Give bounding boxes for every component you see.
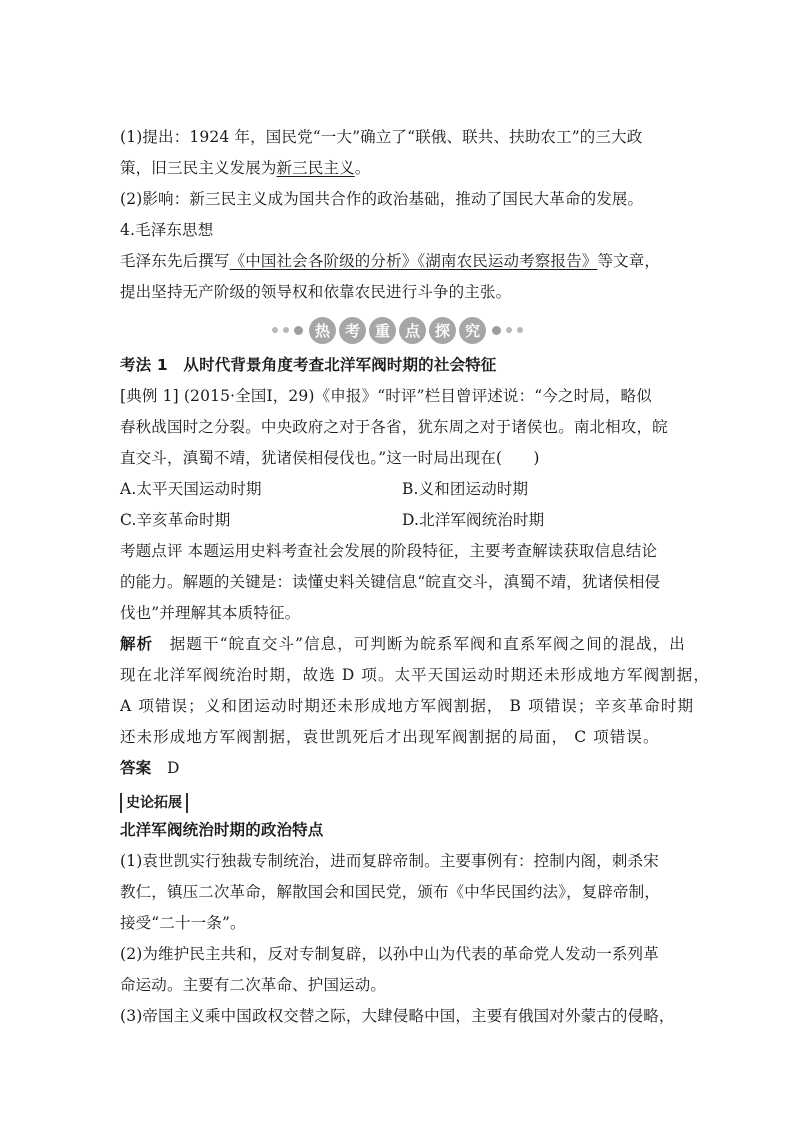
shilun-tag: 史论拓展	[120, 793, 188, 813]
question-line-1: [典例 1] (2015·全国Ⅰ，29)《申报》“时评”栏目曾评述说：“今之时局，略似	[120, 387, 652, 405]
banner-dots-right	[492, 326, 523, 335]
options-row-2	[120, 505, 675, 536]
text-span: 毛泽东先后撰写	[120, 252, 230, 270]
underlined-title-2: 《湖南农民运动考察报告》	[417, 252, 598, 270]
banner-char: 点	[399, 317, 426, 344]
jiexi-line-3: A 项错误；义和团运动时期还未形成地方军阀割据， B 项错误；辛亥革命时期	[120, 697, 695, 715]
document-page	[120, 122, 710, 1032]
text-span: 。	[354, 159, 371, 177]
question-line-3: 直交斗，滇蜀不靖，犹诸侯相侵伐也。”这一时局出现在( )	[120, 449, 540, 467]
section-banner	[120, 310, 675, 350]
dot-icon	[517, 327, 523, 333]
banner-dots-left	[272, 326, 303, 335]
dianping-line-3: 伐也”并理解其本质特征。	[120, 604, 301, 622]
dot-icon	[294, 326, 303, 335]
jiexi-label: 解析	[120, 635, 154, 653]
shilun-p3-line-1: (3)帝国主义乘中国政权交替之际，大肆侵略中国，主要有俄国对外蒙古的侵略，	[120, 1007, 675, 1025]
dianping-line-1: 考题点评 本题运用史料考查社会发展的阶段特征，主要考查解读获取信息结论	[120, 542, 658, 560]
text-span: 据题干“皖直交斗”信息，可判断为皖系军阀和直系军阀之间的混战，出	[153, 635, 686, 653]
option-a: A.太平天国运动时期	[120, 480, 262, 498]
banner-title	[309, 317, 486, 344]
text-span: 策，旧三民主义发展为	[120, 159, 277, 177]
intro-line-2	[120, 153, 675, 184]
options-row-1	[120, 474, 675, 505]
jiexi-line-4: 还未形成地方军阀割据，袁世凯死后才出现军阀割据的局面， C 项错误。	[120, 728, 660, 746]
kaofa-title: 考法 1 从时代背景角度考查北洋军阀时期的社会特征	[120, 356, 497, 374]
shilun-p1-line-2: 教仁，镇压二次革命，解散国会和国民党，颁布《中华民国约法》，复辟帝制，	[120, 883, 661, 901]
jiexi-line-2: 现在北洋军阀统治时期，故选 D 项。太平天国运动时期还未形成地方军阀割据，	[120, 666, 710, 684]
shilun-p1-line-3: 接受“二十一条”。	[120, 914, 246, 932]
answer-value: D	[151, 759, 180, 777]
banner-char: 重	[369, 317, 396, 344]
intro-line-6	[120, 277, 675, 308]
shilun-tag-row	[120, 784, 675, 815]
dot-icon	[272, 327, 278, 333]
jiexi-line-1	[120, 629, 686, 660]
section-heading	[120, 215, 675, 246]
shilun-p1-line-1: (1)袁世凯实行独裁专制统治，进而复辟帝制。主要事例有：控制内阁，刺杀宋	[120, 852, 659, 870]
shilun-p2-line-1: (2)为维护民主共和，反对专制复辟，以孙中山为代表的革命党人发动一系列革	[120, 945, 659, 963]
dot-icon	[283, 327, 289, 333]
shilun-title: 北洋军阀统治时期的政治特点	[120, 821, 324, 839]
intro-line-5	[120, 246, 675, 277]
dianping-line-2: 的能力。解题的关键是：读懂史料关键信息“皖直交斗，滇蜀不靖，犹诸侯相侵	[120, 573, 661, 591]
underlined-title-1: 《中国社会各阶级的分析》	[229, 252, 418, 270]
dot-icon	[506, 327, 512, 333]
option-b: B.义和团运动时期	[402, 480, 529, 498]
banner-char: 究	[459, 317, 486, 344]
option-c: C.辛亥革命时期	[120, 511, 231, 529]
text-span: (2)影响：新三民主义成为国共合作的政治基础，推动了国民大革命的发展。	[120, 190, 644, 208]
intro-line-3	[120, 184, 675, 215]
intro-line-1	[120, 122, 675, 153]
banner-char: 探	[429, 317, 456, 344]
banner-char: 热	[309, 317, 336, 344]
underlined-term: 新三民主义	[276, 159, 355, 177]
shilun-p2-line-2: 命运动。主要有二次革命、护国运动。	[120, 976, 387, 994]
text-span: 提出坚持无产阶级的领导权和依靠农民进行斗争的主张。	[120, 283, 512, 301]
question-line-2: 春秋战国时之分裂。中央政府之对于各省，犹东周之对于诸侯也。南北相攻，皖	[120, 418, 668, 436]
option-d: D.北洋军阀统治时期	[402, 511, 545, 529]
text-span: 4.毛泽东思想	[120, 221, 214, 239]
dot-icon	[492, 326, 501, 335]
answer-line	[120, 753, 675, 784]
text-span: (1)提出：1924 年，国民党“一大”确立了“联俄、联共、扶助农工”的三大政	[120, 128, 643, 146]
text-span: 等文章，	[597, 252, 661, 270]
banner-char: 考	[339, 317, 366, 344]
answer-label: 答案	[120, 759, 152, 777]
